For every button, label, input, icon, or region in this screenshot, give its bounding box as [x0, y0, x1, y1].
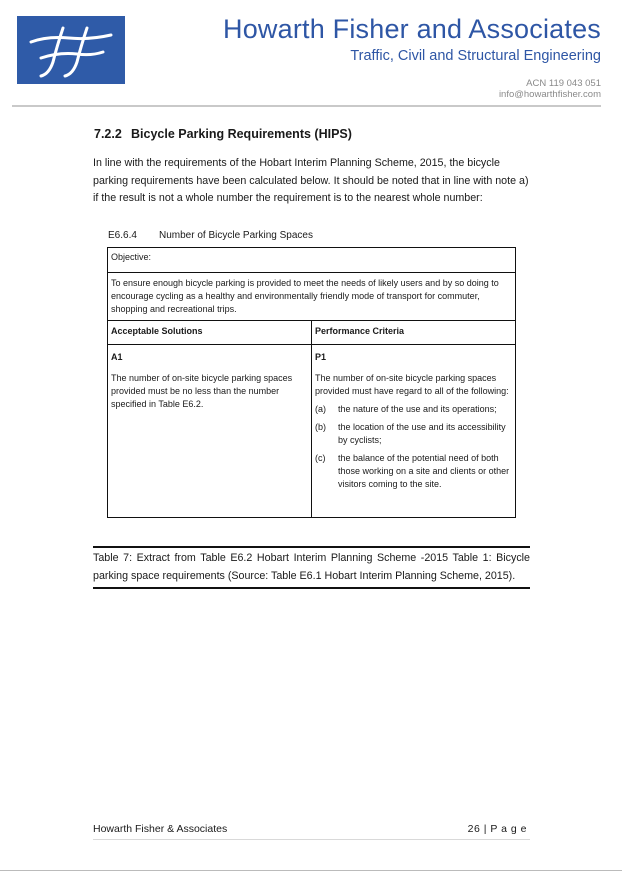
section-heading [94, 127, 352, 141]
clause-title: Number of Bicycle Parking Spaces [159, 230, 313, 241]
company-tagline: Traffic, Civil and Structural Engineering [350, 48, 601, 64]
item-text: the balance of the potential need of both those working on a site and clients or other visitors coming to the site. [338, 453, 510, 489]
item-label: (c) [315, 453, 326, 463]
item-label: (a) [315, 404, 326, 414]
company-logo [17, 16, 125, 84]
page-number: 26 | P a g e [467, 823, 527, 835]
criteria-item [315, 452, 512, 491]
caption-top-rule [93, 546, 530, 548]
footer-company: Howarth Fisher & Associates [93, 823, 228, 835]
a1-text: The number of on-site bicycle parking spaces provided must be no less than the number specified in Table E6.2. [111, 373, 293, 409]
header-divider [12, 105, 601, 107]
acceptable-solutions-header: Acceptable Solutions [108, 321, 312, 345]
p1-text: The number of on-site bicycle parking spaces provided must have regard to all of the following: [315, 373, 509, 396]
acceptable-solution-cell [108, 345, 312, 518]
acn-number: ACN 119 043 051 [526, 78, 601, 89]
contact-block [499, 78, 601, 100]
item-text: the location of the use and its accessibility by cyclists; [338, 422, 506, 445]
intro-paragraph: In line with the requirements of the Hobart Interim Planning Scheme, 2015, the bicycle parking requirements have been calculated below. It should be noted that in line with note a) if the result is not a whole number the requirement is to the nearest whole number: [93, 157, 529, 204]
p1-code: P1 [315, 352, 327, 362]
objective-text: To ensure enough bicycle parking is provided to meet the needs of likely users and by so doing to encourage cycling as a healthy and environmentally friendly mode of transport for commuter, shopping and recreational trips. [108, 273, 516, 321]
caption-bottom-rule [93, 587, 530, 589]
criteria-item [315, 421, 512, 447]
performance-criteria-cell [312, 345, 516, 518]
section-number: 7.2.2 [94, 127, 122, 141]
table-caption: Table 7: Extract from Table E6.2 Hobart Interim Planning Scheme -2015 Table 1: Bicycle parking space requirements (Source: Table E6.1 Hobart Interim Planning Scheme, 2015). [93, 552, 530, 582]
performance-criteria-header: Performance Criteria [312, 321, 516, 345]
criteria-item [315, 403, 512, 416]
item-label: (b) [315, 422, 326, 432]
section-title: Bicycle Parking Requirements (HIPS) [131, 127, 352, 141]
page-edge [0, 870, 622, 871]
clause-code: E6.6.4 [108, 230, 137, 241]
item-text: the nature of the use and its operations; [338, 404, 497, 414]
footer-divider [93, 839, 530, 840]
company-header [223, 13, 601, 66]
email-address: info@howarthfisher.com [498, 89, 601, 100]
company-name: Howarth Fisher and Associates [223, 14, 601, 44]
objective-label: Objective: [108, 248, 516, 273]
requirements-table [107, 247, 516, 518]
clause-heading [108, 230, 313, 241]
a1-code: A1 [111, 352, 123, 362]
